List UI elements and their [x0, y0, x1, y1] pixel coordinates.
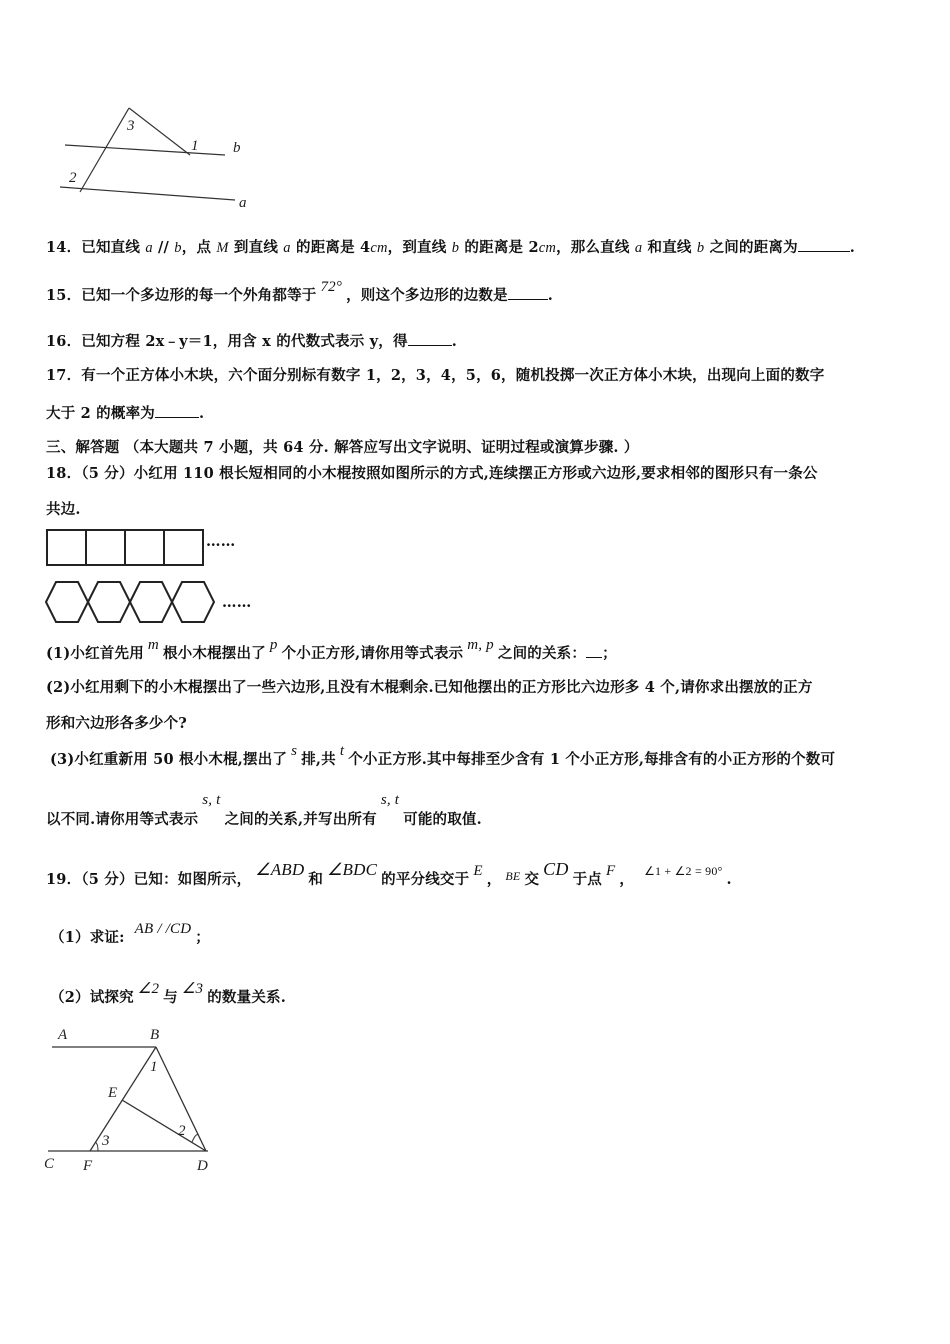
angle-bisector-figure — [40, 1025, 230, 1180]
squares-ellipsis: …… — [206, 533, 236, 550]
q-number: 14． — [46, 239, 82, 256]
question-18-part3: (3)小红重新用 50 根小木棍,摆出了 s 排,共 t 个小正方形.其中每排至少含有 1 个小正方形,每排含有的小正方形的个数可 — [50, 743, 836, 768]
square-4 — [164, 530, 203, 565]
q-number: 15． — [46, 287, 82, 304]
transversal-left — [80, 108, 129, 192]
answer-blank — [508, 287, 548, 300]
angle-1-label: 1 — [191, 138, 199, 154]
hexagons-ellipsis: …… — [222, 594, 252, 611]
hexagon-1 — [46, 582, 88, 622]
angle-2-label: 2 — [178, 1123, 186, 1139]
question-18-cont: 共边. — [46, 501, 81, 518]
hexagon-3 — [130, 582, 172, 622]
question-18-part2-cont: 形和六边形各多少个? — [46, 715, 187, 732]
line-a — [60, 187, 235, 200]
question-17-cont: 大于 2 的概率为 . — [46, 405, 205, 422]
angle-2-label: 2 — [69, 170, 77, 186]
angle-3-label: 3 — [102, 1133, 110, 1149]
answer-blank — [798, 239, 850, 252]
point-F-label: F — [83, 1158, 93, 1174]
angle-2-arc — [192, 1135, 198, 1142]
transversal-right — [129, 108, 190, 155]
point-A-label: A — [58, 1027, 68, 1043]
section-heading: 三、解答题 （本大题共 7 小题，共 64 分. 解答应写出文字说明、证明过程或演算步骤. ） — [46, 439, 639, 456]
question-14: 14．已知直线 a // b，点 M 到直线 a 的距离是 4cm，到直线 b 的距离是 2cm，那么直线 a 和直线 b 之间的距离为 . — [46, 239, 856, 256]
q-number: 18． — [46, 465, 82, 482]
question-18-part3-cont: 以不同.请你用等式表示s, t之间的关系,并写出所有s, t可能的取值. — [46, 792, 482, 828]
q-number: 17． — [46, 367, 82, 384]
point-D-label: D — [197, 1158, 208, 1174]
question-18: 18．（5 分）小红用 110 根长短相同的小木棍按照如图所示的方式,连续摆正方形或六边形,要求相邻的图形只有一条公 — [46, 465, 818, 482]
question-18-part2: (2)小红用剩下的小木棍摆出了一些六边形,且没有木棍剩余.已知他摆出的正方形比六边形多 4 个,请你求出摆放的正方 — [46, 679, 813, 696]
hexagon-2 — [88, 582, 130, 622]
point-E-label: E — [108, 1085, 118, 1101]
question-19-part1: （1）求证: AB / /CD ； — [50, 921, 210, 946]
answer-blank — [586, 645, 602, 658]
question-15: 15．已知一个多边形的每一个外角都等于 72° ，则这个多边形的边数是 . — [46, 279, 554, 304]
hexagon-4 — [172, 582, 214, 622]
line-b-label: b — [233, 140, 241, 156]
q-number: 16． — [46, 333, 82, 350]
square-3 — [125, 530, 164, 565]
question-18-part1: (1)小红首先用 m 根小木棍摆出了 p 个小正方形,请你用等式表示 m, p 之间的关系： ； — [46, 637, 617, 662]
segment-BF — [90, 1047, 156, 1151]
question-17: 17．有一个正方体小木块，六个面分别标有数字 1，2，3，4，5，6，随机投掷一次正方体小木块，出现向上面的数字 — [46, 367, 825, 384]
hexagons-figure — [44, 578, 224, 628]
parallel-lines-figure — [55, 100, 265, 215]
square-2 — [86, 530, 125, 565]
point-B-label: B — [150, 1027, 160, 1043]
angle-3-label: 3 — [127, 118, 135, 134]
answer-blank — [155, 405, 199, 418]
line-a-label: a — [239, 195, 247, 211]
angle-72: 72° — [320, 279, 343, 295]
answer-blank — [408, 333, 452, 346]
question-16: 16．已知方程 2x﹣y＝1，用含 x 的代数式表示 y，得 . — [46, 333, 457, 350]
q-number: 19． — [46, 871, 82, 888]
question-19-part2: （2）试探究 ∠2 与 ∠3 的数量关系. — [50, 981, 286, 1006]
square-1 — [47, 530, 86, 565]
point-C-label: C — [44, 1156, 55, 1172]
question-19: 19．（5 分）已知：如图所示，∠ABD和∠BDC的平分线交于 E ， $^{BE}$ 交CD于点 F ， $^{\angle 1 + \angle 2 = 90^\circ}$ . — [46, 859, 732, 888]
line-b — [65, 145, 225, 155]
angle-1-label: 1 — [150, 1059, 158, 1075]
